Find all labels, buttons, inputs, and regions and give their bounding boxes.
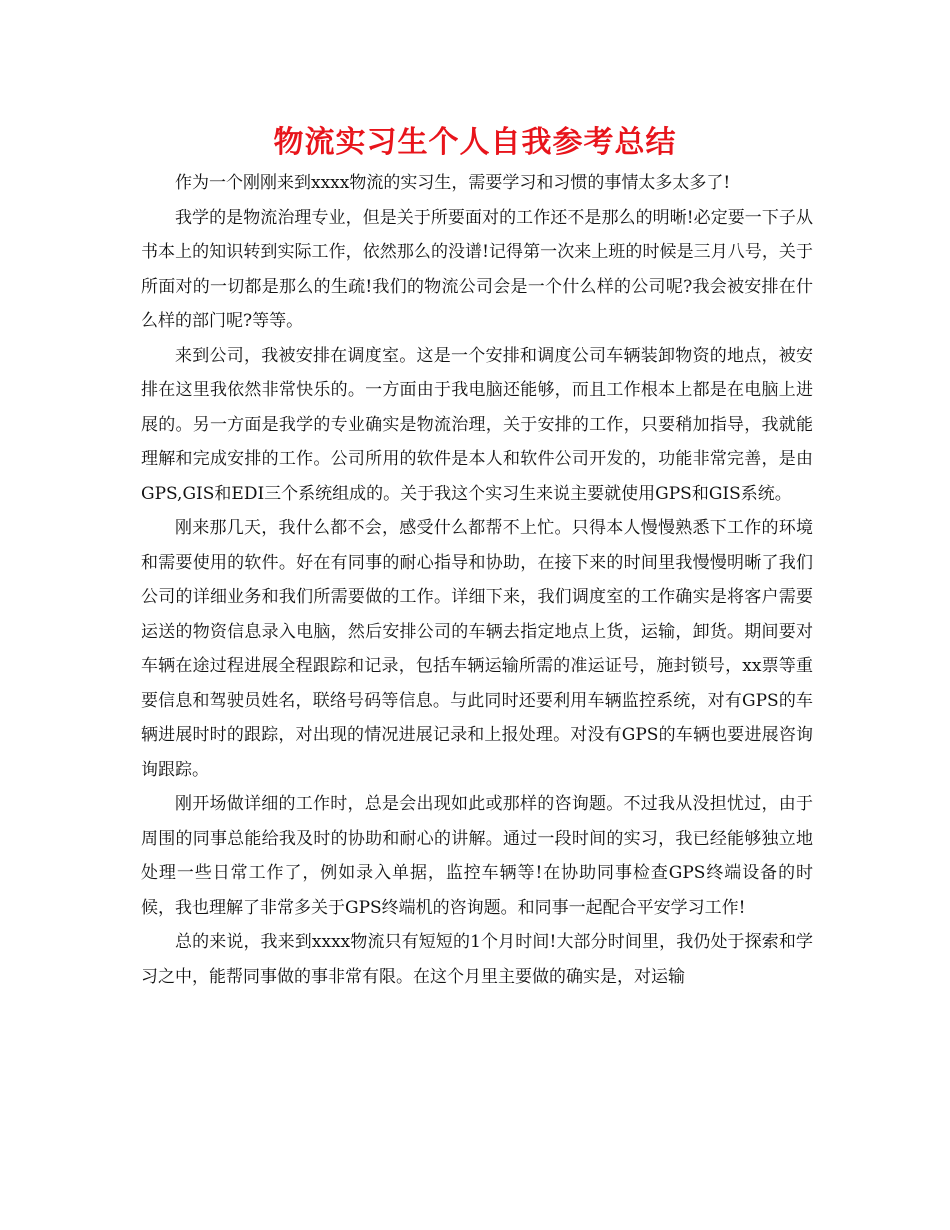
paragraph-3: 来到公司，我被安排在调度室。这是一个安排和调度公司车辆装卸物资的地点，被安排在这里我依然非常快乐的。一方面由于我电脑还能够，而且工作根本上都是在电脑上进展的。另一方面是我学的专业确实是物流治理，关于安排的工作，只要稍加指导，我就能理解和完成安排的工作。公司所用的软件是本人和软件公司开发的，功能非常完善，是由GPS,GIS和EDI三个系统组成的。关于我这个实习生来说主要就使用GPS和GIS系统。 xyxy=(141,345,813,504)
paragraph-6: 总的来说，我来到xxxx物流只有短短的1个月时间!大部分时间里，我仍处于探索和学习之中，能帮同事做的事非常有限。在这个月里主要做的确实是，对运输 xyxy=(141,932,813,987)
document-title: 物流实习生个人自我参考总结 xyxy=(273,125,677,160)
paragraph-2: 我学的是物流治理专业，但是关于所要面对的工作还不是那么的明晰!必定要一下子从书本上的知识转到实际工作，依然那么的没谱!记得第一次来上班的时候是三月八号，关于所面对的一切都是那么的生疏!我们的物流公司会是一个什么样的公司呢?我会被安排在什么样的部门呢?等等。 xyxy=(141,207,813,331)
document-body xyxy=(141,166,813,994)
paragraph-4: 刚来那几天，我什么都不会，感受什么都帮不上忙。只得本人慢慢熟悉下工作的环境和需要使用的软件。好在有同事的耐心指导和协助，在接下来的时间里我慢慢明晰了我们公司的详细业务和我们所需要做的工作。详细下来，我们调度室的工作确实是将客户需要运送的物资信息录入电脑，然后安排公司的车辆去指定地点上货，运输，卸货。期间要对车辆在途过程进展全程跟踪和记录，包括车辆运输所需的准运证号，施封锁号，xx票等重要信息和驾驶员姓名，联络号码等信息。与此同时还要利用车辆监控系统，对有GPS的车辆进展时时的跟踪，对出现的情况进展记录和上报处理。对没有GPS的车辆也要进展咨询询跟踪。 xyxy=(141,518,813,780)
paragraph-5: 刚开场做详细的工作时，总是会出现如此或那样的咨询题。不过我从没担忧过，由于周围的同事总能给我及时的协助和耐心的讲解。通过一段时间的实习，我已经能够独立地处理一些日常工作了，例如录入单据，监控车辆等!在协助同事检查GPS终端设备的时候，我也理解了非常多关于GPS终端机的咨询题。和同事一起配合平安学习工作! xyxy=(141,794,813,918)
paragraph-1: 作为一个刚刚来到xxxx物流的实习生，需要学习和习惯的事情太多太多了! xyxy=(175,173,731,193)
